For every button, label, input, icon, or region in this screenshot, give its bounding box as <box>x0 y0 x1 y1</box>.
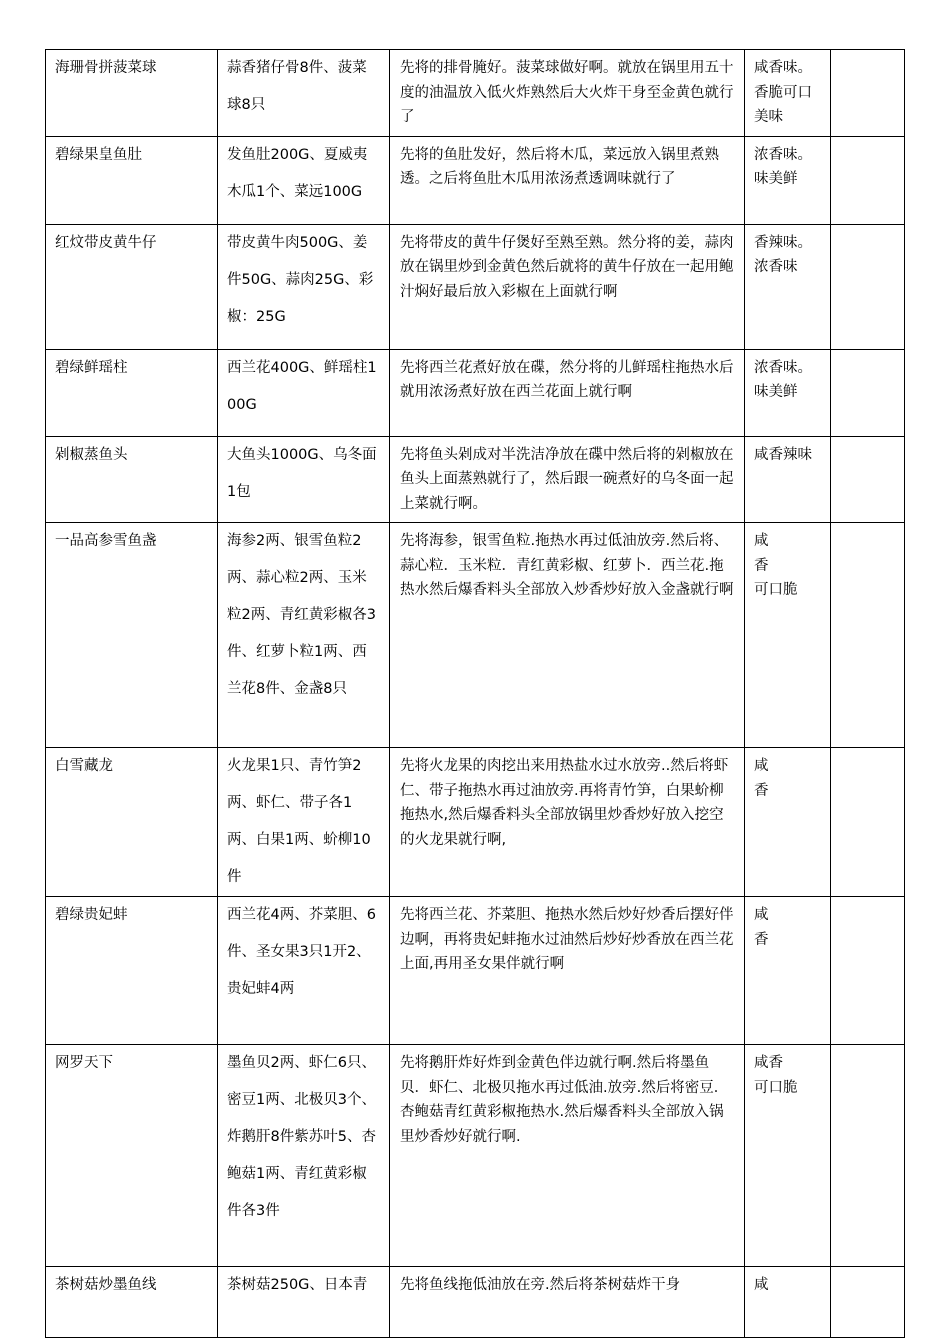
dish-name-cell: 剁椒蒸鱼头 <box>46 436 218 523</box>
taste-cell: 浓香味。味美鲜 <box>745 136 831 224</box>
table-row <box>46 523 905 748</box>
table-row <box>46 1267 905 1338</box>
dish-name-cell: 碧绿鲜瑶柱 <box>46 349 218 436</box>
method-cell: 先将鹅肝炸好炸到金黄色伴边就行啊.然后将墨鱼贝．虾仁、北极贝拖水再过低油.放旁.然后将密豆．杏鲍菇青红黄彩椒拖热水.然后爆香料头全部放入锅里炒香炒好就行啊. <box>390 1045 745 1267</box>
extra-cell <box>831 1267 905 1338</box>
ingredients-cell: 大鱼头1000G、乌冬面1包 <box>218 436 390 523</box>
table-row <box>46 349 905 436</box>
method-cell: 先将鱼头剁成对半洗洁净放在碟中然后将的剁椒放在鱼头上面蒸熟就行了，然后跟一碗煮好的乌冬面一起上菜就行啊。 <box>390 436 745 523</box>
dish-name-cell: 碧绿果皇鱼肚 <box>46 136 218 224</box>
method-cell: 先将火龙果的肉挖出来用热盐水过水放旁..然后将虾仁、带子拖热水再过油放旁.再将青竹笋，白果蚧柳拖热水,然后爆香料头全部放锅里炒香炒好放入挖空的火龙果就行啊, <box>390 748 745 897</box>
dish-name-cell: 白雪藏龙 <box>46 748 218 897</box>
extra-cell <box>831 523 905 748</box>
ingredients-cell: 发鱼肚200G、夏威夷木瓜1个、菜远100G <box>218 136 390 224</box>
ingredients-cell: 西兰花4两、芥菜胆、6件、圣女果3只1开2、贵妃蚌4两 <box>218 897 390 1045</box>
table-row <box>46 50 905 137</box>
taste-cell: 咸 香 可口脆 <box>745 523 831 748</box>
taste-cell: 咸香辣味 <box>745 436 831 523</box>
method-cell: 先将西兰花煮好放在碟，然分将的儿鲜瑶柱拖热水后就用浓汤煮好放在西兰花面上就行啊 <box>390 349 745 436</box>
ingredients-cell: 火龙果1只、青竹笋2两、虾仁、带子各1两、白果1两、蚧柳10件 <box>218 748 390 897</box>
ingredients-cell: 海参2两、银雪鱼粒2两、蒜心粒2两、玉米粒2两、青红黄彩椒各3件、红萝卜粒1两、西兰花8件、金盏8只 <box>218 523 390 748</box>
method-cell: 先将鱼线拖低油放在旁.然后将茶树菇炸干身 <box>390 1267 745 1338</box>
method-cell: 先将的鱼肚发好，然后将木瓜，菜远放入锅里煮熟透。之后将鱼肚木瓜用浓汤煮透调味就行了 <box>390 136 745 224</box>
ingredients-cell: 带皮黄牛肉500G、姜件50G、蒜肉25G、彩椒：25G <box>218 224 390 349</box>
table-row <box>46 1045 905 1267</box>
extra-cell <box>831 897 905 1045</box>
ingredients-cell: 茶树菇250G、日本青 <box>218 1267 390 1338</box>
extra-cell <box>831 1045 905 1267</box>
extra-cell <box>831 50 905 137</box>
table-row <box>46 436 905 523</box>
dish-name-cell: 红炆带皮黄牛仔 <box>46 224 218 349</box>
method-cell: 先将西兰花、芥菜胆、拖热水然后炒好炒香后摆好伴边啊，再将贵妃蚌拖水过油然后炒好炒香放在西兰花上面,再用圣女果伴就行啊 <box>390 897 745 1045</box>
extra-cell <box>831 748 905 897</box>
method-cell: 先将的排骨腌好。菠菜球做好啊。就放在锅里用五十度的油温放入低火炸熟然后大火炸干身至金黄色就行了 <box>390 50 745 137</box>
dish-name-cell: 一品高参雪鱼盏 <box>46 523 218 748</box>
dish-name-cell: 网罗天下 <box>46 1045 218 1267</box>
dish-name-cell: 海珊骨拼菠菜球 <box>46 50 218 137</box>
method-cell: 先将海参，银雪鱼粒.拖热水再过低油放旁.然后将、蒜心粒．玉米粒．青红黄彩椒、红萝卜．西兰花.拖热水然后爆香料头全部放入炒香炒好放入金盏就行啊 <box>390 523 745 748</box>
taste-cell: 咸 香 <box>745 897 831 1045</box>
taste-cell: 咸 <box>745 1267 831 1338</box>
extra-cell <box>831 349 905 436</box>
table-row <box>46 897 905 1045</box>
extra-cell <box>831 136 905 224</box>
table-row <box>46 136 905 224</box>
taste-cell: 咸香 可口脆 <box>745 1045 831 1267</box>
table-row <box>46 748 905 897</box>
taste-cell: 浓香味。味美鲜 <box>745 349 831 436</box>
ingredients-cell: 墨鱼贝2两、虾仁6只、密豆1两、北极贝3个、炸鹅肝8件紫苏叶5、杏鲍菇1两、青红黄彩椒件各3件 <box>218 1045 390 1267</box>
method-cell: 先将带皮的黄牛仔煲好至熟至熟。然分将的姜，蒜肉放在锅里炒到金黄色然后就将的黄牛仔放在一起用鲍汁焖好最后放入彩椒在上面就行啊 <box>390 224 745 349</box>
extra-cell <box>831 436 905 523</box>
taste-cell: 香辣味。浓香味 <box>745 224 831 349</box>
ingredients-cell: 西兰花400G、鲜瑶柱100G <box>218 349 390 436</box>
dish-name-cell: 碧绿贵妃蚌 <box>46 897 218 1045</box>
table-row <box>46 224 905 349</box>
recipe-table <box>45 49 905 1338</box>
taste-cell: 咸香味。香脆可口美味 <box>745 50 831 137</box>
extra-cell <box>831 224 905 349</box>
taste-cell: 咸 香 <box>745 748 831 897</box>
ingredients-cell: 蒜香猪仔骨8件、菠菜球8只 <box>218 50 390 137</box>
dish-name-cell: 茶树菇炒墨鱼线 <box>46 1267 218 1338</box>
